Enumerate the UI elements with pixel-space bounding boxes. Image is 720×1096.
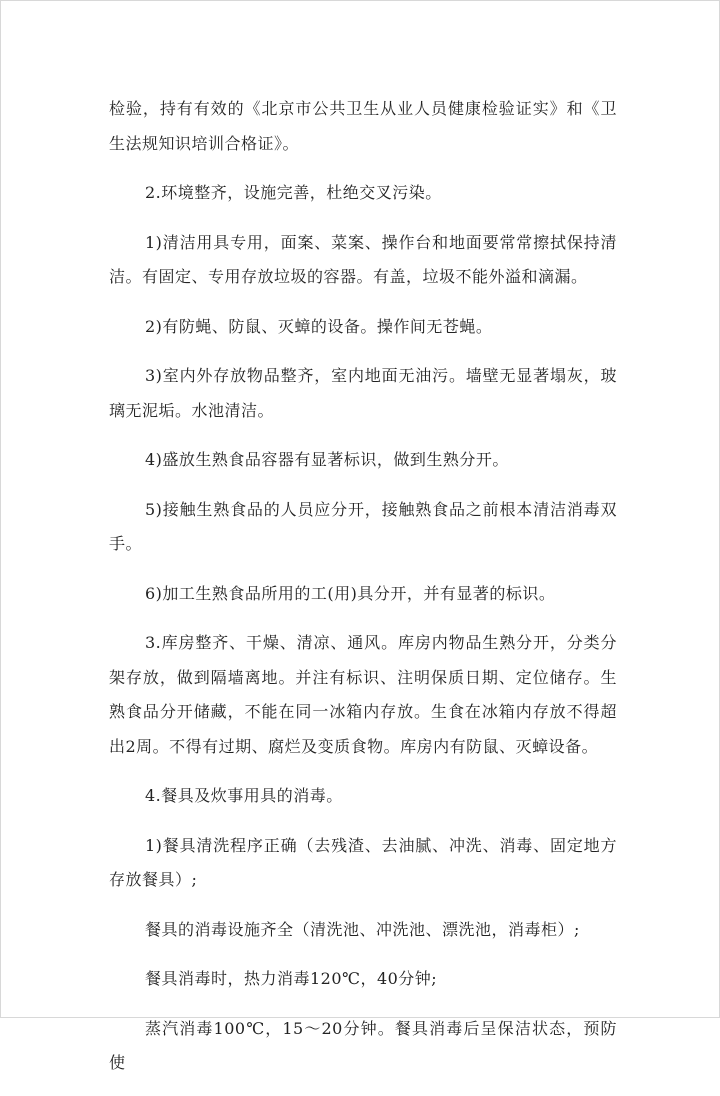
heading-tableware-disinfection: 4.餐具及炊事用具的消毒。 [145, 786, 343, 805]
paragraph-disinfection-facilities: 餐具的消毒设施齐全（清洗池、冲洗池、漂洗池，消毒柜）; [145, 919, 580, 939]
heading-environment: 2.环境整齐，设施完善，杜绝交叉污染。 [145, 183, 442, 202]
document-body [109, 92, 617, 1096]
paragraph-heat-disinfection: 餐具消毒时，热力消毒120℃，40分钟; [145, 969, 438, 988]
paragraph-cleaning-procedure: 1)餐具清洗程序正确（去残渣、去油腻、冲洗、消毒、固定地方存放餐具）; [109, 835, 617, 889]
paragraph-container-labels: 4)盛放生熟食品容器有显著标识，做到生熟分开。 [145, 450, 509, 469]
paragraph-steam-disinfection: 蒸汽消毒100℃，15～20分钟。餐具消毒后呈保洁状态，预防使 [109, 1018, 617, 1072]
paragraph-health-certificate: 检验，持有有效的《北京市公共卫生从业人员健康检验证实》和《卫生法规知识培训合格证》。 [109, 99, 617, 153]
paragraph-staff-separation: 5)接触生熟食品的人员应分开，接触熟食品之前根本清洁消毒双手。 [109, 499, 617, 553]
paragraph-cleaning-tools: 1)清洁用具专用，面案、菜案、操作台和地面要常常擦拭保持清洁。有固定、专用存放垃圾的容器。有盖，垃圾不能外溢和滴漏。 [109, 232, 617, 286]
paragraph-storage-room: 3.库房整齐、干燥、清凉、通风。库房内物品生熟分开，分类分架存放，做到隔墙离地。并注有标识、注明保质日期、定位储存。生熟食品分开储藏，不能在同一冰箱内存放。生食在冰箱内存放不得超出2周。不得有过期、腐烂及变质食物。库房内有防鼠、灭蟑设备。 [109, 633, 617, 756]
paragraph-room-tidiness: 3)室内外存放物品整齐，室内地面无油污。墙壁无显著塌灰，玻璃无泥垢。水池清洁。 [109, 366, 617, 420]
paragraph-pest-control: 2)有防蝇、防鼠、灭蟑的设备。操作间无苍蝇。 [145, 316, 493, 336]
paragraph-tool-separation: 6)加工生熟食品所用的工(用)具分开，并有显著的标识。 [145, 583, 556, 603]
